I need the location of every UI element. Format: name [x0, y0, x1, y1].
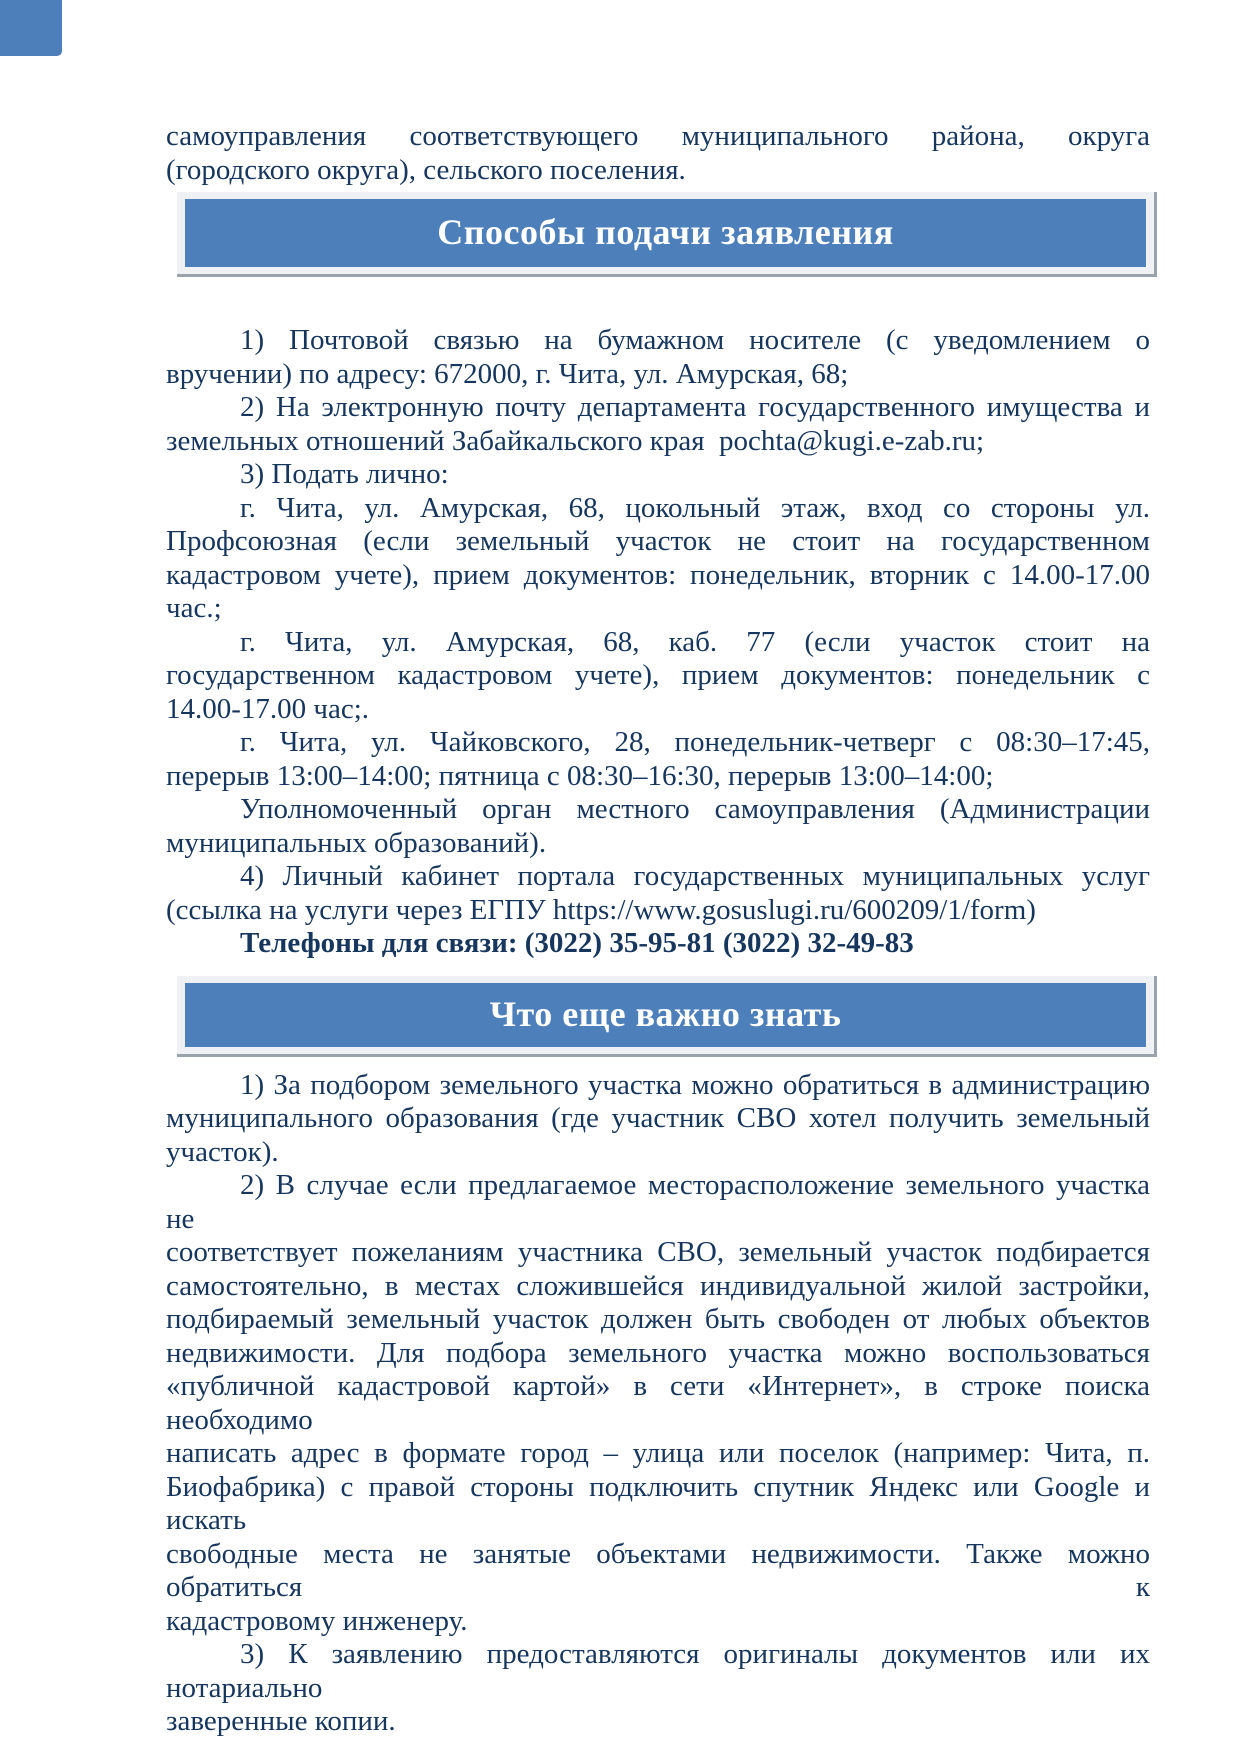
text-line: самостоятельно, в местах сложившейся индивидуальной жилой застройки, — [166, 1269, 1150, 1302]
text-line: соответствует пожеланиям участника СВО, земельный участок подбирается — [166, 1236, 1150, 1268]
text-line: 14.00-17.00 час;. — [166, 692, 370, 725]
document-content — [166, 0, 1150, 1739]
text-line: земельных отношений Забайкальского края pochta@kugi.e-zab.ru; — [166, 424, 985, 457]
text-line: участок). — [166, 1135, 279, 1168]
text-line: Уполномоченный орган местного самоуправления (Администрации — [240, 793, 1150, 825]
body-paragraph — [166, 1638, 1150, 1739]
text-line: 2) На электронную почту департамента государственного имущества и — [240, 391, 1150, 423]
text-line: (городского округа), сельского поселения. — [166, 153, 686, 186]
body-paragraph — [166, 793, 1150, 860]
text-line: кадастровому инженеру. — [166, 1604, 468, 1637]
body-paragraph — [166, 1169, 1150, 1638]
body-paragraph — [166, 492, 1150, 626]
intro-paragraph — [166, 120, 1150, 187]
text-line: Профсоюзная (если земельный участок не стоит на государственном — [166, 525, 1150, 557]
banner-blue-box — [185, 983, 1146, 1047]
text-line: 1) Почтовой связью на бумажном носителе (с уведомлением о — [240, 324, 1150, 356]
text-line: кадастровом учете), прием документов: понедельник, вторник с 14.00-17.00 — [166, 558, 1150, 591]
body-paragraph — [166, 458, 1150, 492]
body-paragraph — [166, 626, 1150, 727]
text-line: час.; — [166, 592, 222, 624]
body-paragraph — [166, 324, 1150, 391]
body-paragraph — [166, 726, 1150, 793]
text-line: г. Чита, ул. Амурская, 68, каб. 77 (если участок стоит на — [240, 625, 1150, 658]
banner-submission-methods — [177, 192, 1157, 277]
phones-line: Телефоны для связи: (3022) 35-95-81 (3022) 32-49-83 — [240, 927, 914, 959]
text-line: написать адрес в формате город – улица или поселок (например: Чита, п. — [166, 1437, 1150, 1469]
body-paragraph — [166, 391, 1150, 458]
text-line: перерыв 13:00–14:00; пятница с 08:30–16:30, перерыв 13:00–14:00; — [166, 759, 994, 792]
text-line: муниципального образования (где участник СВО хотел получить земельный — [166, 1102, 1150, 1134]
text-line: подбираемый земельный участок должен быть свободен от любых объектов — [166, 1303, 1150, 1335]
text-line: 2) В случае если предлагаемое месторасположение земельного участка не — [166, 1169, 1150, 1235]
text-line: самоуправления соответствующего муниципального района, округа — [166, 120, 1150, 152]
text-line: г. Чита, ул. Чайковского, 28, понедельник-четверг с 08:30–17:45, — [240, 726, 1150, 758]
text-line: 3) Подать лично: — [240, 458, 449, 490]
banner-important-to-know — [177, 976, 1157, 1057]
text-line: вручении) по адресу: 672000, г. Чита, ул. Амурская, 68; — [166, 357, 849, 390]
text-line: свободные места не занятые объектами недвижимости. Также можно обратиться к — [166, 1537, 1150, 1603]
text-line: недвижимости. Для подбора земельного участка можно воспользоваться — [166, 1336, 1150, 1369]
text-line: 1) За подбором земельного участка можно обратиться в администрацию — [240, 1068, 1150, 1101]
phones-paragraph — [166, 927, 1150, 961]
text-line: Биофабрика) с правой стороны подключить спутник Яндекс или Google и искать — [166, 1470, 1150, 1536]
text-line: 4) Личный кабинет портала государственных муниципальных услуг — [240, 860, 1150, 892]
text-line: «публичной кадастровой картой» в сети «Интернет», в строке поиска необходимо — [166, 1370, 1150, 1436]
text-line: заверенные копии. — [166, 1705, 396, 1737]
text-line: г. Чита, ул. Амурская, 68, цокольный этаж, вход со стороны ул. — [240, 491, 1150, 524]
text-line: муниципальных образований). — [166, 826, 547, 859]
corner-accent-square — [0, 0, 62, 56]
text-line: 3) К заявлению предоставляются оригиналы документов или их нотариально — [166, 1638, 1150, 1704]
text-line: (ссылка на услуги через ЕГПУ https://www.gosuslugi.ru/600209/1/form) — [166, 893, 1036, 926]
banner-title: Способы подачи заявления — [437, 212, 894, 253]
body-paragraph — [166, 1069, 1150, 1170]
body-paragraph — [166, 860, 1150, 927]
banner-blue-box — [185, 199, 1146, 267]
text-line: государственном кадастровом учете), прием документов: понедельник с — [166, 659, 1150, 691]
banner-title: Что еще важно знать — [489, 993, 842, 1034]
